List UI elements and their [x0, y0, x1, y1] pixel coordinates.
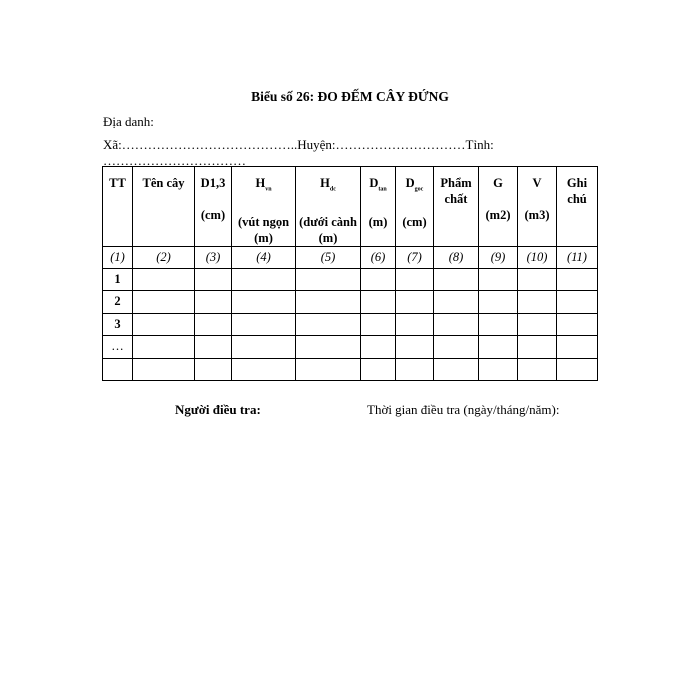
- tree-measurement-table: [102, 166, 598, 381]
- province-continuation-line: ……………………………: [103, 153, 246, 168]
- row-label: 2: [103, 291, 133, 314]
- survey-time-label: Thời gian điều tra (ngày/tháng/năm):: [367, 402, 560, 417]
- header-quality: Phẩm chất: [434, 167, 479, 247]
- place-name-line: Địa danh:: [103, 114, 154, 129]
- column-number: (1): [103, 246, 133, 268]
- table-row: [103, 358, 598, 381]
- column-number: (6): [361, 246, 396, 268]
- header-row: [103, 167, 598, 247]
- header-dtan: $D_{tan}$ (m): [361, 167, 396, 247]
- commune-district-province-line: Xã:…………………………………..Huyện:…………………………Tỉnh:: [103, 137, 494, 152]
- header-hdc: $H_{dc}$ (dưới cành (m): [296, 167, 361, 247]
- table-row: [103, 268, 598, 291]
- row-label: [103, 358, 133, 381]
- header-g: G (m2): [479, 167, 518, 247]
- table-row: [103, 313, 598, 336]
- header-dgoc: $D_{goc}$ (cm): [396, 167, 434, 247]
- column-number: (3): [195, 246, 232, 268]
- column-number: (8): [434, 246, 479, 268]
- column-number: (7): [396, 246, 434, 268]
- column-number: (5): [296, 246, 361, 268]
- header-tt: TT: [103, 167, 133, 247]
- header-note: Ghi chú: [557, 167, 598, 247]
- column-number: (10): [518, 246, 557, 268]
- row-label: 3: [103, 313, 133, 336]
- column-number: (9): [479, 246, 518, 268]
- header-d13: D1,3 (cm): [195, 167, 232, 247]
- row-label: 1: [103, 268, 133, 291]
- row-label: …: [103, 336, 133, 359]
- table-row: [103, 336, 598, 359]
- column-number: (11): [557, 246, 598, 268]
- header-hvn: $H_{vn}$ (vút ngọn (m): [232, 167, 296, 247]
- header-tree-name: Tên cây: [133, 167, 195, 247]
- header-v: V (m3): [518, 167, 557, 247]
- column-number-row: [103, 246, 598, 268]
- form-title: Biểu số 26: ĐO ĐẾM CÂY ĐỨNG: [251, 89, 449, 104]
- table-row: [103, 291, 598, 314]
- column-number: (2): [133, 246, 195, 268]
- column-number: (4): [232, 246, 296, 268]
- investigator-signature-label: Người điều tra:: [175, 402, 261, 417]
